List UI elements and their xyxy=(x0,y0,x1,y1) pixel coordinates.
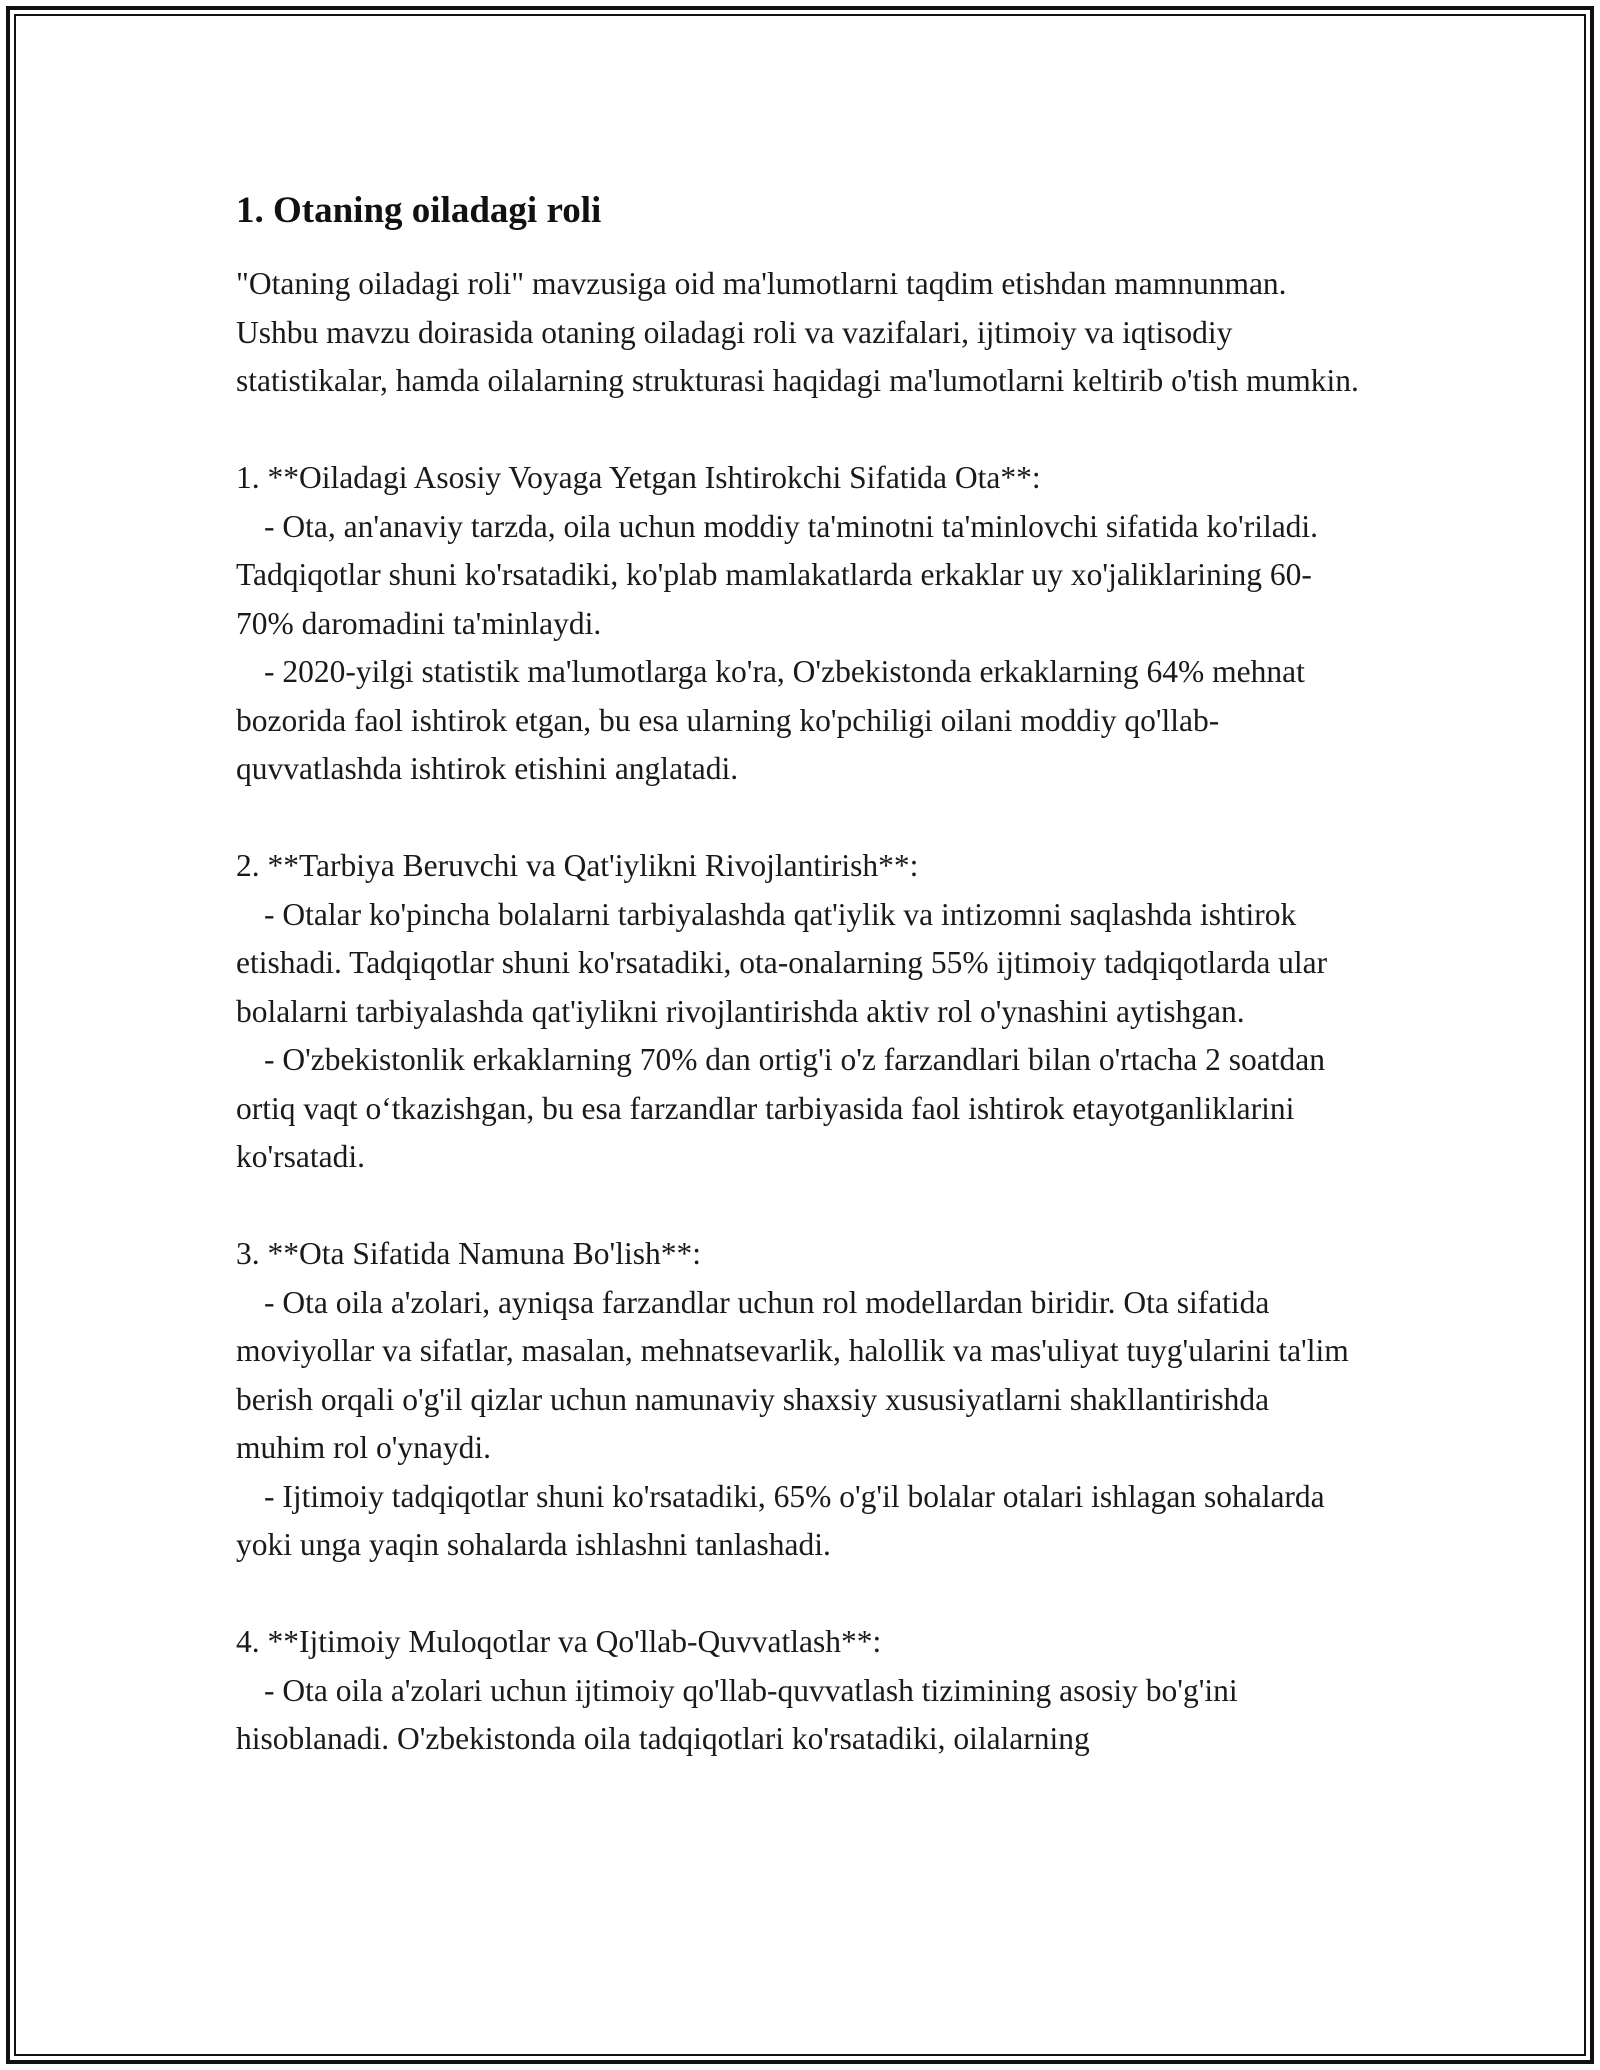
bullet-item: - Ijtimoiy tadqiqotlar shuni ko'rsatadiki, 65% o'g'il bolalar otalari ishlagan sohalarda yoki unga yaqin sohalarda ishlashni tanlashadi. xyxy=(236,1478,1325,1562)
section-title: 3. **Ota Sifatida Namuna Bo'lish**: xyxy=(236,1236,701,1271)
section-title: 1. **Oiladagi Asosiy Voyaga Yetgan Ishtirokchi Sifatida Ota**: xyxy=(236,460,1041,495)
section-1 xyxy=(236,454,1366,794)
bullet-item: - 2020-yilgi statistik ma'lumotlarga ko'ra, O'zbekistonda erkaklarning 64% mehnat bozorida faol ishtirok etgan, bu esa ularning ko'pchiligi oilani moddiy qo'llab-quvvatlashda ishtirok etishini anglatadi. xyxy=(236,654,1305,786)
section-3 xyxy=(236,1230,1366,1570)
section-4 xyxy=(236,1618,1366,1764)
bullet-item: - Ota, an'anaviy tarzda, oila uchun moddiy ta'minotni ta'minlovchi sifatida ko'riladi. Tadqiqotlar shuni ko'rsatadiki, ko'plab mamlakatlarda erkaklar uy xo'jaliklarining 60-70% daromadini ta'minlaydi. xyxy=(236,508,1319,641)
bullet-item: - Ota oila a'zolari, ayniqsa farzandlar uchun rol modellardan biridir. Ota sifatida moviyollar va sifatlar, masalan, mehnatsevarlik, halollik va mas'uliyat tuyg'ularini ta'lim berish orqali o'g'il qizlar uchun namunaviy shaxsiy xususiyatlarni shakllantirishda muhim rol o'ynaydi. xyxy=(236,1284,1349,1465)
intro-paragraph: "Otaning oiladagi roli" mavzusiga oid ma'lumotlarni taqdim etishdan mamnunman. Ushbu mavzu doirasida otaning oiladagi roli va vazifalari, ijtimoiy va iqtisodiy statistikalar, hamda oilalarning strukturasi haqidagi ma'lumotlarni keltirib o'tish mumkin. xyxy=(236,266,1359,398)
section-2 xyxy=(236,842,1366,1182)
bullet-item: - Ota oila a'zolari uchun ijtimoiy qo'llab-quvvatlash tizimining asosiy bo'g'ini hisoblanadi. O'zbekistonda oila tadqiqotlari ko'rsatadiki, oilalarning xyxy=(236,1672,1238,1756)
bullet-item: - O'zbekistonlik erkaklarning 70% dan ortig'i o'z farzandlari bilan o'rtacha 2 soatdan ortiq vaqt o‘tkazishgan, bu esa farzandlar tarbiyasida faol ishtirok etayotganliklarini ko'rsatadi. xyxy=(236,1042,1325,1174)
section-title: 4. **Ijtimoiy Muloqotlar va Qo'llab-Quvvatlash**: xyxy=(236,1624,882,1659)
document-body xyxy=(236,186,1366,1764)
section-title: 2. **Tarbiya Beruvchi va Qat'iylikni Rivojlantirish**: xyxy=(236,848,919,883)
bullet-item: - Otalar ko'pincha bolalarni tarbiyalashda qat'iylik va intizomni saqlashda ishtirok etishadi. Tadqiqotlar shuni ko'rsatadiki, ota-onalarning 55% ijtimoiy tadqiqotlarda ular bolalarni tarbiyalashda qat'iylikni rivojlantirishda aktiv rol o'ynashini aytishgan. xyxy=(236,896,1328,1029)
document-heading: 1. Otaning oiladagi roli xyxy=(236,190,602,231)
